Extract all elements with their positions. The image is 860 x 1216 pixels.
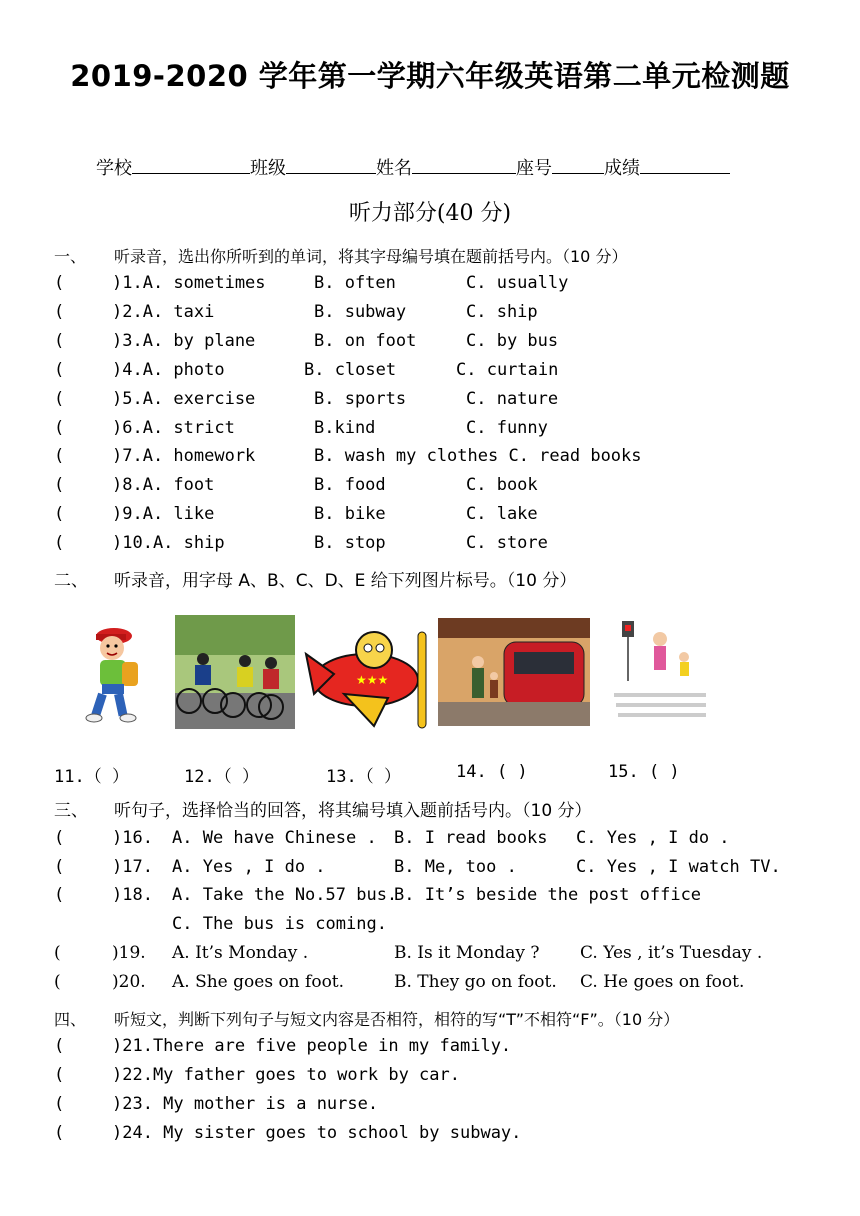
section3-number: 三、 [54, 801, 88, 821]
question-option-a: )8.A. foot [112, 475, 215, 496]
section2-number: 二、 [54, 571, 88, 591]
question-option-c: C. store [466, 533, 548, 554]
section1-heading [54, 244, 627, 267]
class-label: 班级 [250, 158, 286, 179]
statement-text: )22.My father goes to work by car. [112, 1065, 460, 1085]
option-c: C. He goes on foot. [580, 972, 745, 992]
question-number: )16. [112, 828, 153, 848]
section4-heading [54, 1007, 679, 1030]
answer-paren[interactable]: ( [54, 330, 65, 351]
question-option-c: C. lake [466, 504, 538, 525]
section3-instruction: 听句子，选择恰当的回答，将其编号填入题前括号内。（10 分） [114, 801, 592, 821]
question-option-b: B. closet [304, 359, 397, 380]
question-option-a: )3.A. by plane [112, 330, 256, 351]
option-b: B. They go on foot. [394, 972, 557, 992]
question-option-c: C. curtain [456, 359, 559, 380]
question-option-b: B. food [314, 475, 386, 496]
seat-label: 座号 [516, 158, 552, 179]
page-title: 2019-2020 学年第一学期六年级英语第二单元检测题 [70, 59, 790, 93]
answer-paren[interactable]: ( [54, 828, 65, 848]
question-option-b: B. wash my clothes C. read books [314, 446, 642, 467]
option-b: B. I read books [394, 828, 548, 848]
question-option-a: )9.A. like [112, 504, 215, 525]
answer-paren[interactable]: ( [54, 446, 65, 467]
answer-paren[interactable]: ( [54, 943, 61, 963]
answer-paren[interactable]: ( [54, 273, 65, 293]
answer-12[interactable]: 12.（ ） [184, 767, 259, 787]
question-option-a: )2.A. taxi [112, 301, 215, 322]
question-option-a: )4.A. photo [112, 359, 225, 380]
answer-paren[interactable]: ( [54, 1036, 65, 1056]
statement-text: )23. My mother is a nurse. [112, 1094, 379, 1114]
answer-paren[interactable]: ( [54, 885, 65, 905]
answer-paren[interactable]: ( [54, 972, 61, 992]
answer-paren[interactable]: ( [54, 857, 65, 877]
student-info-line [96, 154, 730, 180]
section4-instruction: 听短文，判断下列句子与短文内容是否相符，相符的写“T”不相符“F”。（10 分） [114, 1010, 680, 1029]
cyclists-picture [175, 614, 295, 730]
answer-paren[interactable]: ( [54, 359, 65, 380]
question-option-c: C. ship [466, 301, 538, 322]
question-option-a: )1.A. sometimes [112, 273, 266, 293]
question-option-b: B. stop [314, 533, 386, 554]
answer-paren[interactable]: ( [54, 504, 65, 525]
option-c: C. Yes , I do . [576, 828, 730, 848]
section2-heading [54, 566, 576, 591]
question-option-a: )7.A. homework [112, 446, 256, 467]
answer-13[interactable]: 13.（ ） [326, 767, 401, 787]
section4-number: 四、 [54, 1010, 87, 1029]
statement-text: )24. My sister goes to school by subway. [112, 1123, 522, 1143]
answer-paren[interactable]: ( [54, 301, 65, 322]
walking-boy-picture [82, 614, 160, 730]
svg-text:★★★: ★★★ [356, 673, 389, 687]
crossing-picture [604, 614, 712, 730]
option-c: C. Yes , I watch TV. [576, 857, 781, 877]
answer-15[interactable]: 15. ( ) [608, 762, 680, 782]
question-option-c: C. book [466, 475, 538, 496]
question-number: )20. [112, 972, 146, 992]
option-b: B. Me, too . [394, 857, 517, 877]
question-number: )18. [112, 885, 153, 905]
section3-heading [54, 796, 592, 821]
question-option-c: C. usually [466, 273, 569, 293]
question-option-a: )6.A. strict [112, 417, 235, 438]
option-c: C. Yes , it’s Tuesday . [580, 943, 763, 963]
seat-blank[interactable] [552, 155, 604, 174]
answer-paren[interactable]: ( [54, 533, 65, 554]
school-label: 学校 [96, 158, 132, 179]
airplane-picture [304, 614, 434, 730]
option-a: C. The bus is coming. [172, 914, 387, 934]
answer-paren[interactable]: ( [54, 1123, 65, 1143]
section1-number: 一、 [54, 247, 87, 266]
name-blank[interactable] [412, 155, 516, 174]
question-option-b: B.kind [314, 417, 376, 438]
question-option-b: B. bike [314, 504, 386, 525]
question-option-c: C. funny [466, 417, 548, 438]
subway-station-picture [438, 614, 590, 730]
option-a: A. She goes on foot. [172, 972, 345, 992]
statement-text: )21.There are five people in my family. [112, 1036, 512, 1056]
option-a: A. Take the No.57 bus. [172, 885, 398, 905]
section1-instruction: 听录音，选出你所听到的单词，将其字母编号填在题前括号内。（10 分） [114, 247, 628, 266]
question-option-b: B. on foot [314, 330, 417, 351]
option-a: A. We have Chinese . [172, 828, 377, 848]
school-blank[interactable] [132, 155, 250, 174]
option-a: A. Yes , I do . [172, 857, 326, 877]
question-option-c: C. nature [466, 388, 559, 409]
answer-paren[interactable]: ( [54, 417, 65, 438]
score-blank[interactable] [640, 155, 730, 174]
answer-paren[interactable]: ( [54, 1065, 65, 1085]
answer-14[interactable]: 14. ( ) [456, 762, 528, 782]
answer-paren[interactable]: ( [54, 1094, 65, 1114]
question-number: )17. [112, 857, 153, 877]
listening-subtitle: 听力部分(40 分) [348, 201, 512, 226]
answer-11[interactable]: 11.（ ） [54, 767, 129, 787]
option-a: A. It’s Monday . [172, 943, 309, 963]
score-label: 成绩 [604, 158, 640, 179]
name-label: 姓名 [376, 158, 412, 179]
question-option-b: B. often [314, 273, 396, 293]
option-b: B. It’s beside the post office [394, 885, 702, 905]
question-option-c: C. by bus [466, 330, 559, 351]
question-option-a: )10.A. ship [112, 533, 225, 554]
question-option-a: )5.A. exercise [112, 388, 256, 409]
question-option-b: B. sports [314, 388, 407, 409]
answer-paren[interactable]: ( [54, 475, 65, 496]
class-blank[interactable] [286, 155, 376, 174]
option-b: B. Is it Monday ? [394, 943, 540, 963]
section2-instruction: 听录音，用字母 A、B、C、D、E 给下列图片标号。（10 分） [114, 571, 577, 591]
question-option-b: B. subway [314, 301, 407, 322]
answer-paren[interactable]: ( [54, 388, 65, 409]
question-number: )19. [112, 943, 146, 963]
